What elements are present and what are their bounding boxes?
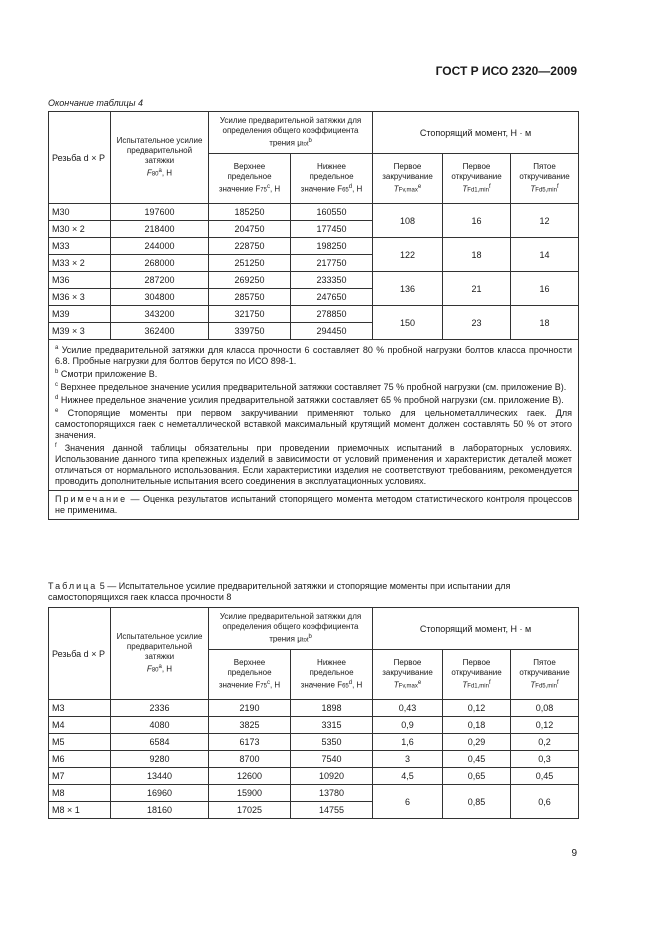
footnote-b: $^b$ Смотри приложение В. (55, 369, 158, 379)
header-locking-torque: Стопорящий момент, Н · м (373, 608, 579, 650)
header-locking-torque: Стопорящий момент, Н · м (373, 112, 579, 154)
footnote-a: $^a$ Усилие предварительной затяжки для класса прочности 6 составляет 80 % пробной нагрузки болтов класса прочности 6.8. Пробные нагрузки для болтов берутся по ИСО 898-1. (55, 345, 573, 366)
footnote-f: $^f$ Значения данной таблицы обязательны при проведении приемочных испытаний в лабораторных условиях. Использование данного типа крепежных изделий в зависимости от условий применения и характеристик деталей может отличаться от нормального использования. Если характеристики изделия не соответствуют требованиям, рекомендуется проводить дополнительные испытания всего соединения в эксплуатационных условиях. (55, 443, 573, 486)
table-4-caption: Окончание таблицы 4 (48, 98, 143, 108)
table-5-caption: Таблица 5 — Испытательное усилие предварительной затяжки и стопорящие моменты при испытании для самостопорящихся гаек класса прочности 8 (48, 581, 511, 602)
table-row: М3 2336 2190 1898 0,43 0,12 0,08 (49, 700, 579, 717)
table-row: М36 × 3 304800 285750 247650 (49, 289, 579, 306)
footnote-e: $^e$ Стопорящие моменты при первом закручивании применяют только для цельнометаллических гаек. Для самостопорящихся гаек с неметаллической вставкой максимальный крутящий момент должен составлять 50 % от этого значения. (55, 408, 573, 440)
table-row: М6 9280 8700 7540 3 0,45 0,3 (49, 751, 579, 768)
header-thread: Резьба d × P (49, 608, 111, 700)
table-row: М39 343200 321750 278850 150 23 18 (49, 306, 579, 323)
header-preload: Усилие предварительной затяжки для определения общего коэффициента трения μtot$^b$ (209, 608, 373, 650)
table-row: М8 × 1 18160 17025 14755 (49, 802, 579, 819)
table-row: М4 4080 3825 3315 0,9 0,18 0,12 (49, 717, 579, 734)
table-row: М33 244000 228750 198250 122 18 14 (49, 238, 579, 255)
header-proof-load: Испытательное усилие предварительной затяжки F80$^a$, Н (111, 112, 209, 204)
page-number: 9 (571, 848, 577, 859)
header-first-loosening: Первое откручивание $TFd1,\min^f$ (443, 650, 511, 700)
header-upper-limit: Верхнее предельное значение F75$^c$, Н (209, 154, 291, 204)
header-first-tightening: Первое закручивание $TFv,\max^e$ (373, 650, 443, 700)
header-lower-limit: Нижнее предельное значение F65$^d$, Н (291, 650, 373, 700)
header-thread: Резьба d × P (49, 112, 111, 204)
footnote-c: $^c$ Верхнее предельное значение усилия предварительной затяжки составляет 75 % пробной нагрузки (см. приложение В). (55, 382, 567, 392)
header-first-tightening: Первое закручивание $TFv,\max^e$ (373, 154, 443, 204)
table-4-footnotes (49, 340, 579, 491)
page-header: ГОСТ Р ИСО 2320—2009 (435, 64, 577, 78)
header-first-loosening: Первое откручивание $TFd1,\min^f$ (443, 154, 511, 204)
header-preload: Усилие предварительной затяжки для определения общего коэффициента трения μtot$^b$ (209, 112, 373, 154)
header-upper-limit: Верхнее предельное значение F75$^c$, Н (209, 650, 291, 700)
table-row: М39 × 3 362400 339750 294450 (49, 323, 579, 340)
footnote-d: $^d$ Нижнее предельное значение усилия предварительной затяжки составляет 65 % пробной нагрузки (см. приложение В). (55, 395, 564, 405)
table-4-note: Примечание — Оценка результатов испытаний стопорящего момента методом статистического контроля процессов не применима. (49, 491, 579, 520)
table-5 (48, 607, 579, 819)
table-row: М30 × 2 218400 204750 177450 (49, 221, 579, 238)
table-4 (48, 111, 579, 520)
header-fifth-loosening: Пятое откручивание $TFd5,\min^f$ (511, 154, 579, 204)
table-row: М33 × 2 268000 251250 217750 (49, 255, 579, 272)
table-row: М36 287200 269250 233350 136 21 16 (49, 272, 579, 289)
header-lower-limit: Нижнее предельное значение F65$^d$, Н (291, 154, 373, 204)
header-fifth-loosening: Пятое откручивание $TFd5,\min^f$ (511, 650, 579, 700)
header-proof-load: Испытательное усилие предварительной затяжки F80$^a$, Н (111, 608, 209, 700)
table-row: М7 13440 12600 10920 4,5 0,65 0,45 (49, 768, 579, 785)
table-row: М5 6584 6173 5350 1,6 0,29 0,2 (49, 734, 579, 751)
table-row: М30 197600 185250 160550 108 16 12 (49, 204, 579, 221)
table-row: М8 16960 15900 13780 6 0,85 0,6 (49, 785, 579, 802)
